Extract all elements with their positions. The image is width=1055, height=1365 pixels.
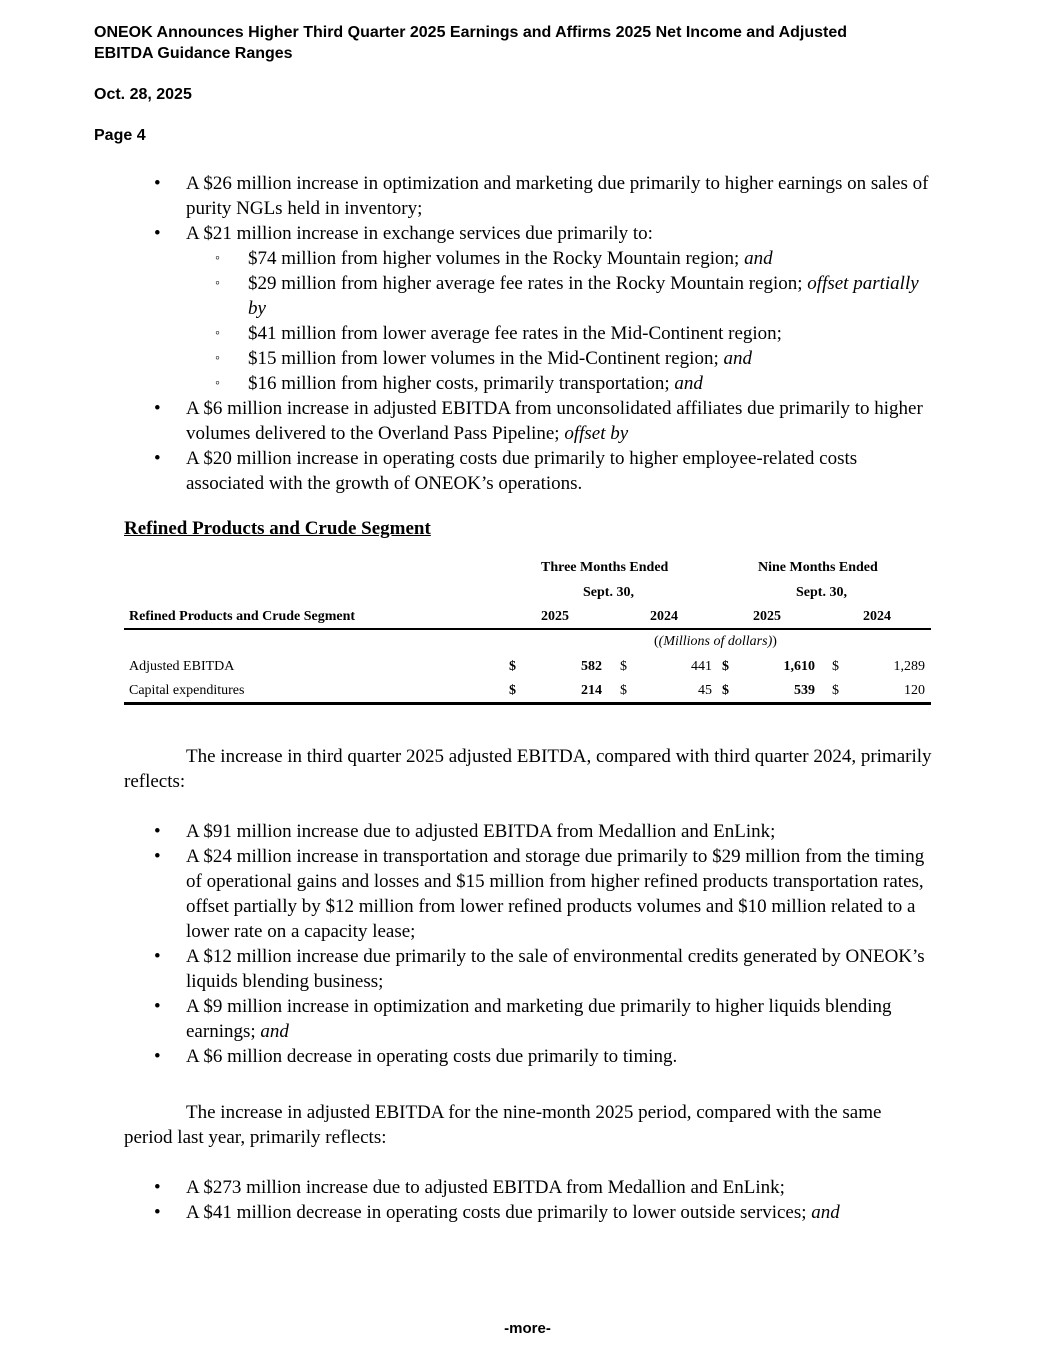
list-item: • A $21 million increase in exchange services due primarily to:	[0, 221, 1055, 246]
value-cell: 539	[794, 683, 815, 698]
title-line-1: ONEOK Announces Higher Third Quarter 2025 Earnings and Affirms 2025 Net Income and Adjusted	[94, 24, 848, 41]
list-item: • A $91 million increase due to adjusted EBITDA from Medallion and EnLink;	[0, 819, 1055, 844]
col-2024-ytd: 2024	[863, 609, 891, 624]
col-2025-q3: 2025	[541, 609, 569, 624]
list-item: • A $6 million increase in adjusted EBITDA from unconsolidated affiliates due primarily to higher volumes delivered to the Overland Pass Pipeline; offset by	[0, 396, 1055, 446]
title-line-2: EBITDA Guidance Ranges	[94, 45, 293, 62]
sub-list-item: ◦ $74 million from higher volumes in the Rocky Mountain region; and	[0, 246, 1055, 271]
q3-drivers-list	[0, 819, 1055, 1069]
list-item: • A $41 million decrease in operating costs due primarily to lower outside services; and	[0, 1200, 1055, 1225]
currency-symbol: $	[832, 659, 839, 674]
currency-symbol: $	[832, 683, 839, 698]
document-title	[94, 22, 847, 64]
sub-list-item: ◦ $15 million from lower volumes in the Mid-Continent region; and	[0, 346, 1055, 371]
list-item: • A $9 million increase in optimization and marketing due primarily to higher liquids blending earnings; and	[0, 994, 1055, 1044]
list-item: • A $273 million increase due to adjusted EBITDA from Medallion and EnLink;	[0, 1175, 1055, 1200]
row-header: Refined Products and Crude Segment	[129, 609, 356, 624]
sub-list-item: ◦ $29 million from higher average fee rates in the Rocky Mountain region; offset partially by	[0, 271, 1055, 321]
section-title: Refined Products and Crude Segment	[124, 518, 431, 539]
col-2024-q3: 2024	[650, 609, 678, 624]
currency-symbol: $	[509, 683, 516, 698]
list-item: • A $20 million increase in operating costs due primarily to higher employee-related costs associated with the growth of ONEOK’s operations.	[0, 446, 1055, 496]
footer-rule	[124, 702, 931, 705]
list-item: • A $26 million increase in optimization and marketing due primarily to higher earnings on sales of purity NGLs held in inventory;	[0, 171, 1055, 221]
sub-list-item: ◦ $16 million from higher costs, primarily transportation; and	[0, 371, 1055, 396]
q3-summary-paragraph: The increase in third quarter 2025 adjusted EBITDA, compared with third quarter 2024, primarily reflects:	[124, 746, 932, 792]
row-label-adjusted-ebitda: Adjusted EBITDA	[129, 659, 235, 674]
value-cell: 1,610	[783, 659, 815, 674]
value-cell: 1,289	[893, 659, 925, 674]
list-item: • A $24 million increase in transportation and storage due primarily to $29 million from the timing of operational gains and losses and $15 million from higher refined products transportation rates, offset partially by $12 million from lower refined products volumes and $10 million related to a lower rate on a capacity lease;	[0, 844, 1055, 944]
units-note: ((Millions of dollars))	[654, 634, 777, 649]
nine-months-header: Nine Months Ended	[758, 560, 878, 575]
nine-months-date: Sept. 30,	[796, 585, 847, 600]
currency-symbol: $	[620, 683, 627, 698]
value-cell: 45	[698, 683, 712, 698]
col-2025-ytd: 2025	[753, 609, 781, 624]
ngl-drivers-list	[0, 171, 1055, 496]
value-cell: 441	[691, 659, 712, 674]
page-number: Page 4	[94, 127, 146, 144]
three-months-date: Sept. 30,	[583, 585, 634, 600]
value-cell: 582	[581, 659, 602, 674]
nine-month-drivers-list	[0, 1175, 1055, 1225]
list-item: • A $12 million increase due primarily to the sale of environmental credits generated by ONEOK’s liquids blending business;	[0, 944, 1055, 994]
release-date: Oct. 28, 2025	[94, 86, 192, 103]
three-months-header: Three Months Ended	[541, 560, 669, 575]
header-rule	[124, 628, 931, 630]
value-cell: 214	[581, 683, 602, 698]
value-cell: 120	[904, 683, 925, 698]
currency-symbol: $	[509, 659, 516, 674]
sub-list-item: ◦ $41 million from lower average fee rates in the Mid-Continent region;	[0, 321, 1055, 346]
row-label-capital-expenditures: Capital expenditures	[129, 683, 245, 698]
list-item: • A $6 million decrease in operating costs due primarily to timing.	[0, 1044, 1055, 1069]
currency-symbol: $	[620, 659, 627, 674]
currency-symbol: $	[722, 683, 729, 698]
nine-month-summary-paragraph: The increase in adjusted EBITDA for the nine-month 2025 period, compared with the same period last year, primarily reflects:	[124, 1102, 882, 1148]
currency-symbol: $	[722, 659, 729, 674]
continuation-marker: -more-	[504, 1320, 551, 1337]
